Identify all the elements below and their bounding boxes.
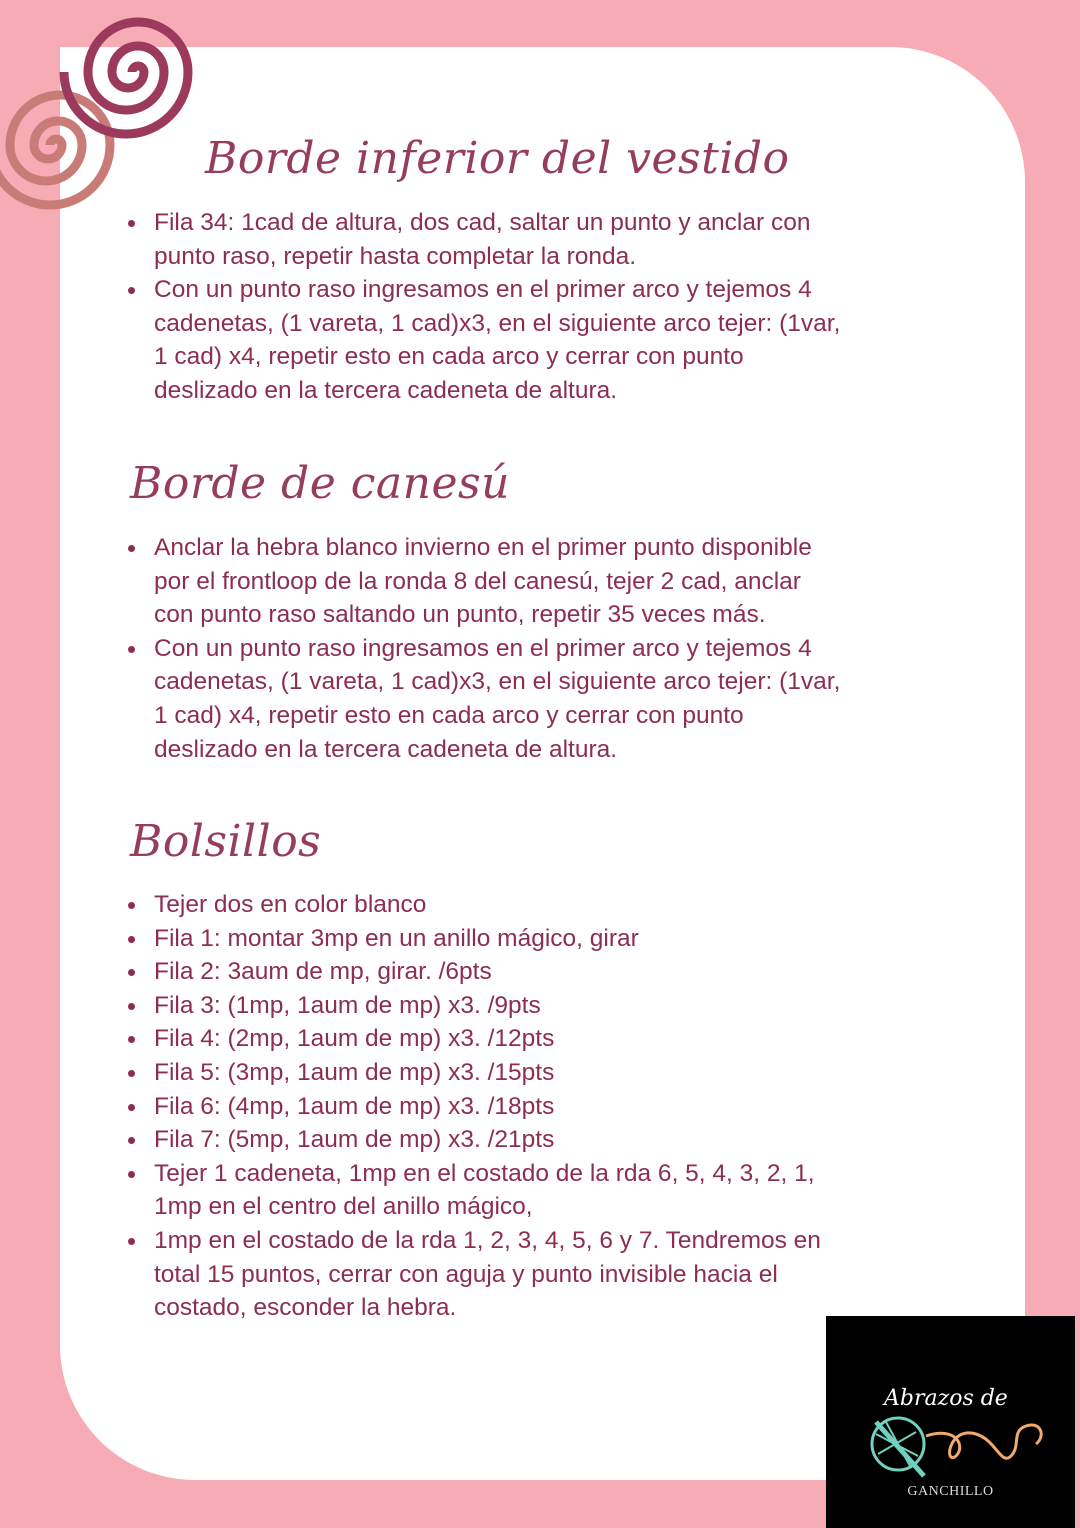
list-item-line: 1 cad) x4, repetir esto en cada arco y cerrar con punto — [154, 343, 744, 371]
list-item-line: Tejer dos en color blanco — [154, 891, 427, 918]
list-item-line: cadenetas, (1 vareta, 1 cad)x3, en el siguiente arco tejer: (1var, — [154, 309, 841, 337]
list-item — [125, 922, 821, 956]
list-item-line: Fila 7: (5mp, 1aum de mp) x3. /21pts — [154, 1126, 555, 1154]
list-item — [125, 1123, 821, 1157]
list-item — [125, 273, 840, 407]
list-item-line: Fila 6: (4mp, 1aum de mp) x3. /18pts — [154, 1092, 555, 1120]
list-item-line: con punto raso saltando un punto, repetir 35 veces más. — [154, 601, 766, 629]
list-item — [125, 888, 821, 922]
list-item-line: 1mp en el centro del anillo mágico, — [154, 1193, 533, 1221]
list-item-line: cadenetas, (1 vareta, 1 cad)x3, en el siguiente arco tejer: (1var, — [154, 668, 841, 696]
list-item — [125, 206, 840, 273]
bullet-list — [125, 206, 840, 408]
list-item — [125, 632, 840, 766]
list-item-line: punto raso, repetir hasta completar la ronda. — [154, 242, 637, 270]
logo-name-text: GANCHILLO — [907, 1484, 994, 1499]
list-item — [125, 1056, 821, 1090]
list-item-line: costado, esconder la hebra. — [154, 1294, 457, 1322]
section-title-borde-inferior: Borde inferior del vestido — [205, 133, 790, 184]
list-item-line: Fila 4: (2mp, 1aum de mp) x3. /12pts — [154, 1025, 555, 1053]
list-item — [125, 989, 821, 1023]
list-item-line: Fila 3: (1mp, 1aum de mp) x3. /9pts — [154, 991, 541, 1019]
list-item-line: deslizado en la tercera cadeneta de altura. — [154, 735, 618, 763]
section-title-borde-canesu: Borde de canesú — [130, 458, 510, 509]
list-item — [125, 1157, 821, 1224]
list-item-line: 1mp en el costado de la rda 1, 2, 3, 4, 5, 6 y 7. Tendremos en — [154, 1226, 821, 1254]
list-item — [125, 1090, 821, 1124]
list-item-line: por el frontloop de la ronda 8 del canesú, tejer 2 cad, anclar — [154, 567, 801, 595]
list-item — [125, 955, 821, 989]
list-item-line: Fila 34: 1cad de altura, dos cad, saltar un punto y anclar con — [154, 209, 811, 236]
brand-logo — [826, 1316, 1075, 1528]
list-item-line: deslizado en la tercera cadeneta de altura. — [154, 376, 618, 404]
list-item-line: Con un punto raso ingresamos en el primer arco y tejemos 4 — [154, 634, 812, 662]
list-item — [125, 1022, 821, 1056]
list-item — [125, 531, 840, 632]
list-item-line: total 15 puntos, cerrar con aguja y punto invisible hacia el — [154, 1260, 778, 1288]
list-item-line: Fila 2: 3aum de mp, girar. /6pts — [154, 958, 492, 986]
list-item — [125, 1224, 821, 1325]
list-item-line: Fila 5: (3mp, 1aum de mp) x3. /15pts — [154, 1058, 555, 1086]
bullet-list — [125, 531, 840, 766]
section-title-bolsillos: Bolsillos — [130, 816, 322, 867]
list-item-line: 1 cad) x4, repetir esto en cada arco y cerrar con punto — [154, 701, 744, 729]
list-item-line: Anclar la hebra blanco invierno en el primer punto disponible — [154, 534, 812, 561]
list-item-line: Con un punto raso ingresamos en el primer arco y tejemos 4 — [154, 276, 812, 304]
list-item-line: Tejer 1 cadeneta, 1mp en el costado de la rda 6, 5, 4, 3, 2, 1, — [154, 1159, 815, 1187]
list-item-line: Fila 1: montar 3mp en un anillo mágico, girar — [154, 924, 639, 952]
bullet-list — [125, 888, 821, 1325]
logo-script-text: Abrazos de — [884, 1386, 1008, 1411]
spiral-decoration-icon — [0, 0, 220, 220]
